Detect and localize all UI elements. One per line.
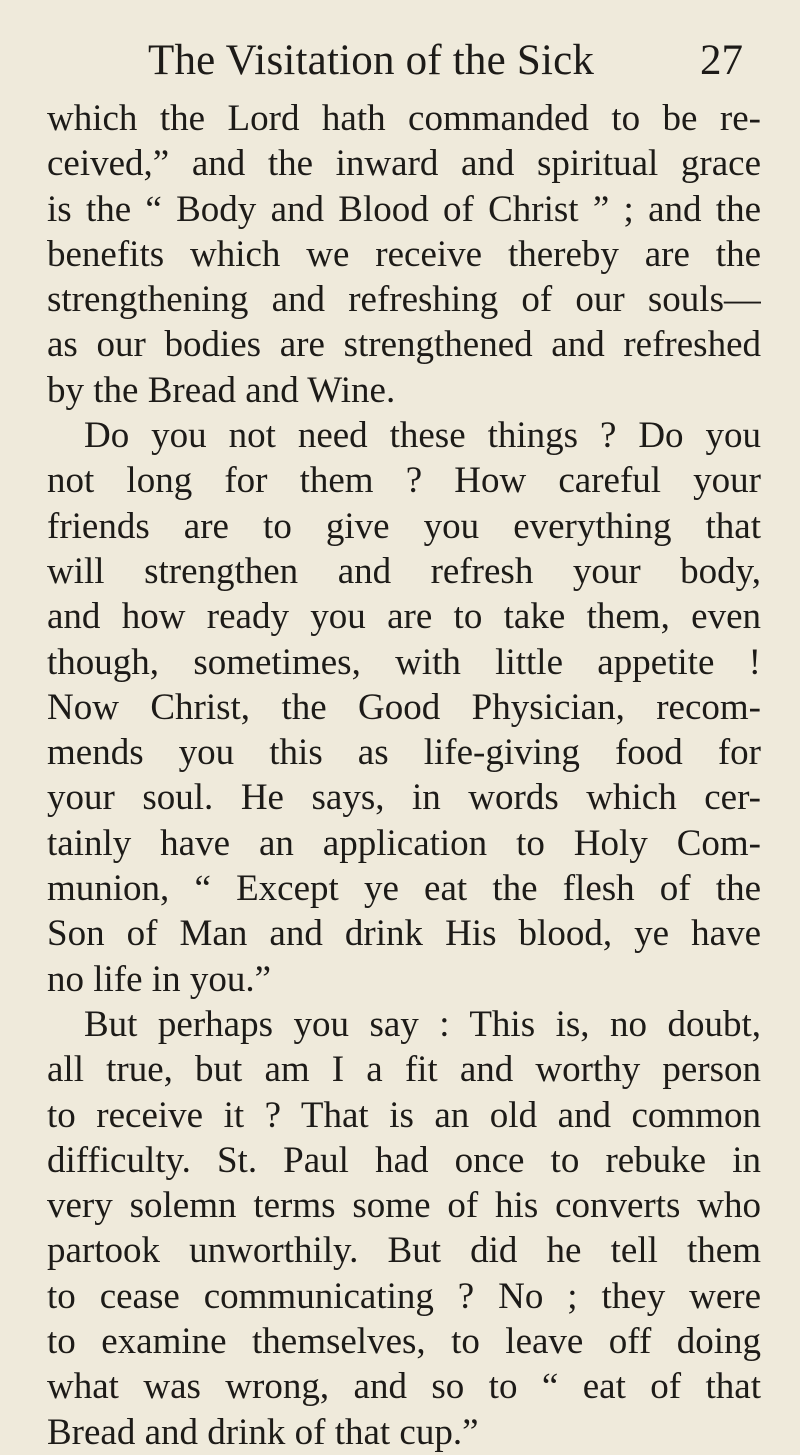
text-line: Do you not need these things ? Do you [84,415,761,457]
text-line: is the “ Body and Blood of Christ ” ; and the [47,188,761,230]
text-line: as our bodies are strengthened and refreshed [47,324,761,366]
text-line: and how ready you are to take them, even [47,596,761,638]
text-line: which the Lord hath commanded to be re- [47,98,761,139]
text-line: to receive it ? That is an old and common [47,1094,761,1136]
text-line: by the Bread and Wine. [47,369,396,411]
text-line: not long for them ? How careful your [47,460,761,502]
paragraph [47,96,761,413]
body-text [47,96,761,1455]
text-line: though, sometimes, with little appetite ! [47,641,761,683]
text-line: all true, but am I a fit and worthy person [47,1049,761,1091]
text-line: difficulty. St. Paul had once to rebuke in [47,1139,761,1181]
text-line: friends are to give you everything that [47,505,761,547]
text-line: partook unworthily. But did he tell them [47,1230,761,1272]
text-line: your soul. He says, in words which cer- [47,777,761,819]
text-line: to examine themselves, to leave off doing [47,1321,761,1363]
text-line: ceived,” and the inward and spiritual grace [47,143,761,185]
text-line: benefits which we receive thereby are the [47,233,761,275]
text-line: to cease communicating ? No ; they were [47,1275,761,1317]
text-line: But perhaps you say : This is, no doubt, [84,1003,761,1045]
text-line: Bread and drink of that cup.” [47,1411,479,1453]
paragraph [47,1002,761,1455]
paragraph [47,413,761,1002]
text-line: very solemn terms some of his converts who [47,1185,761,1227]
text-line: tainly have an application to Holy Com- [47,822,761,864]
text-line: strengthening and refreshing of our souls— [47,279,761,321]
text-line: mends you this as life-giving food for [47,732,761,774]
running-title: The Visitation of the Sick [148,37,595,84]
text-line: will strengthen and refresh your body, [47,550,761,592]
page-number: 27 [700,37,743,84]
text-line: Now Christ, the Good Physician, recom- [47,686,761,728]
text-line: munion, “ Except ye eat the flesh of the [47,868,761,910]
text-line: no life in you.” [47,958,272,1000]
text-line: Son of Man and drink His blood, ye have [47,913,761,955]
text-line: what was wrong, and so to “ eat of that [47,1366,761,1408]
page-header [0,36,800,86]
